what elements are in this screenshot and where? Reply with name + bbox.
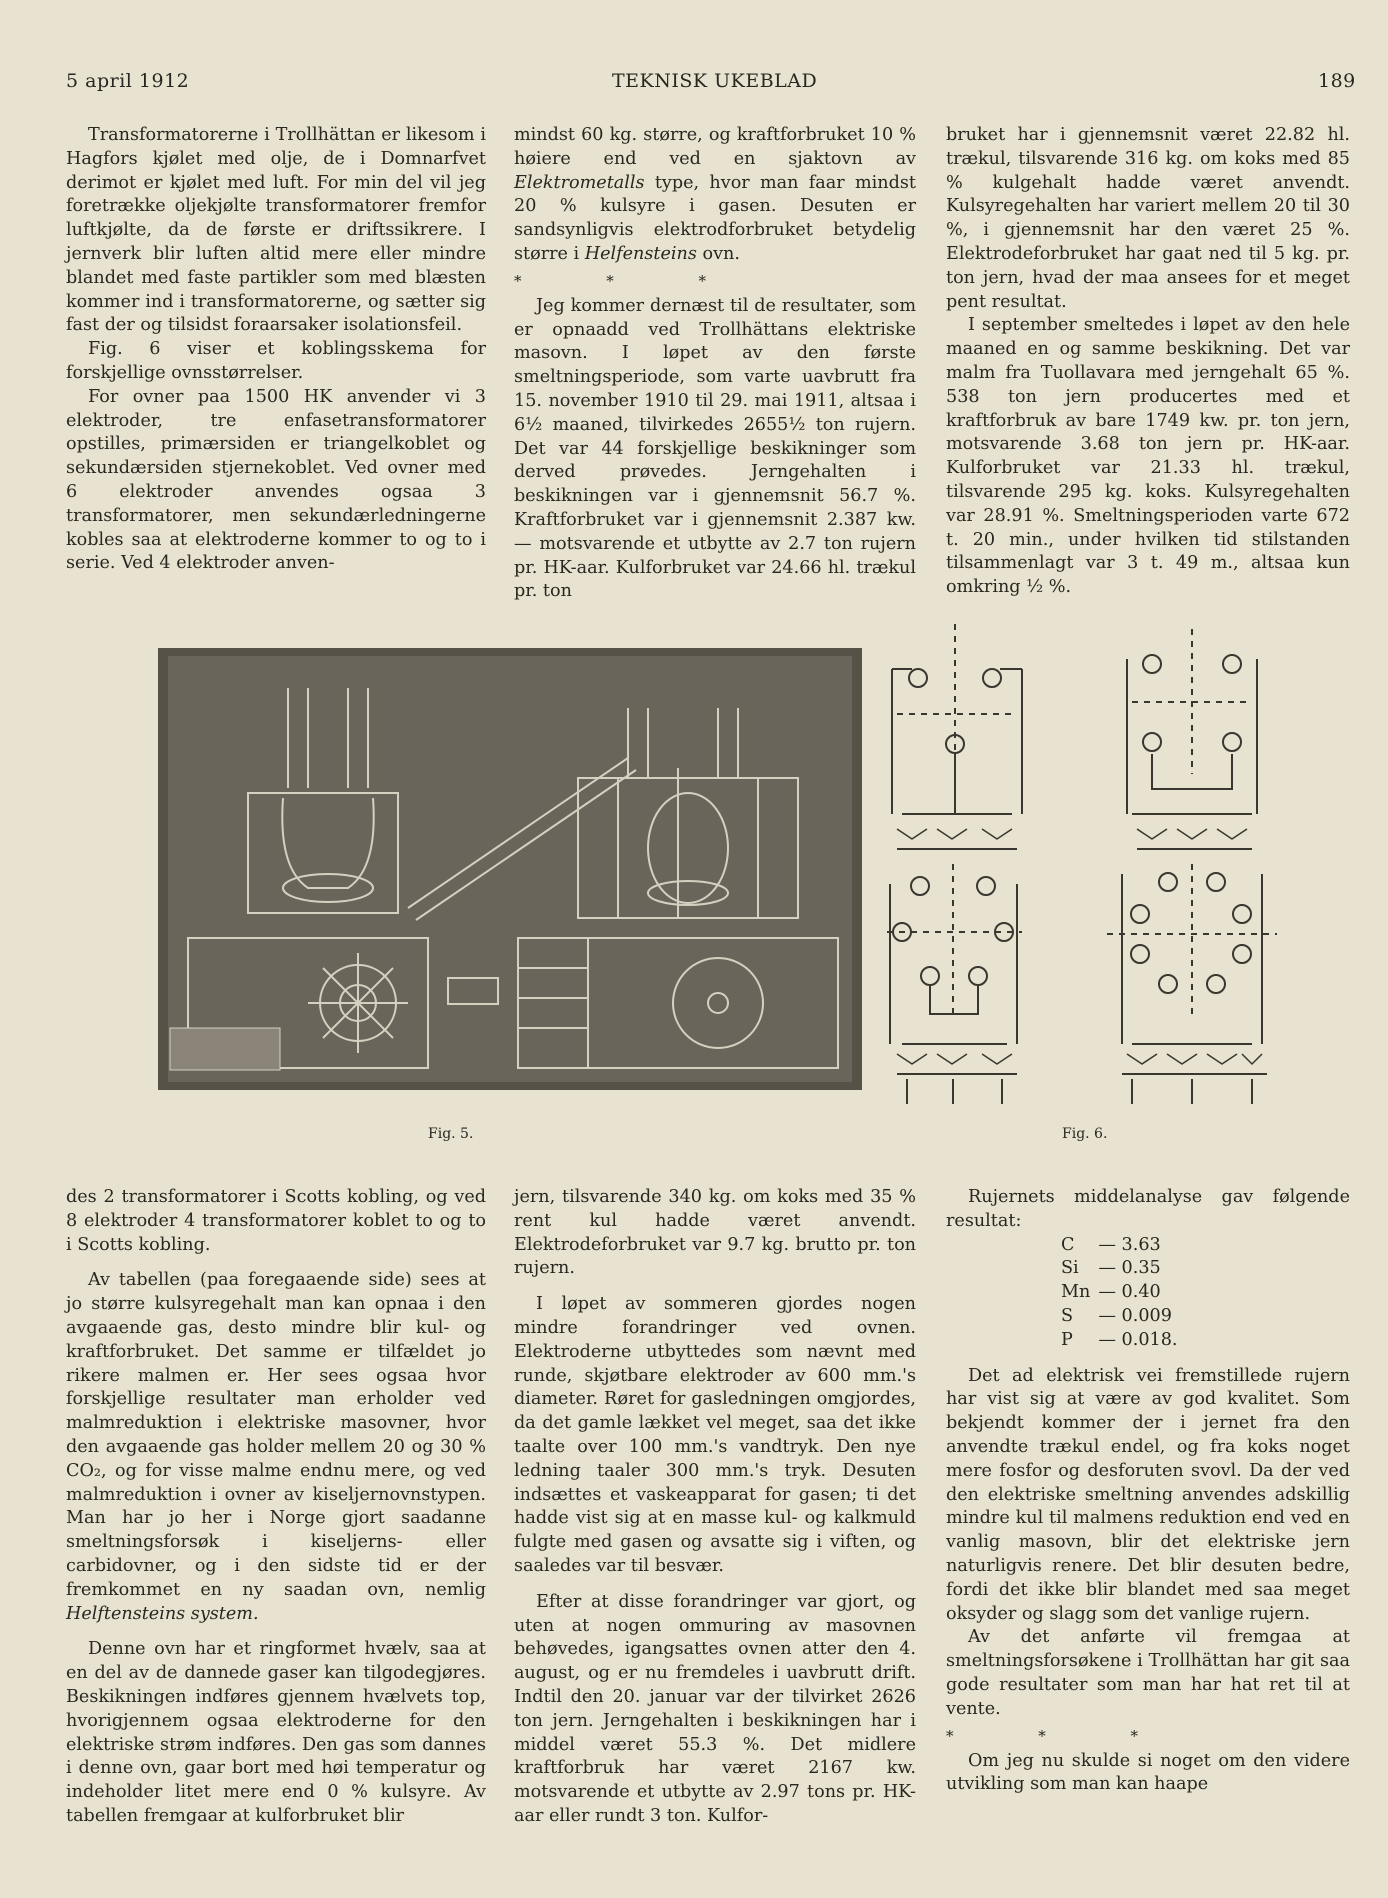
paragraph: Denne ovn har et ringformet hvælv, saa at en del av de dannede gaser kan tilgodegjøres. Beskikningen indføres gjennem hvælvets top, hvorigjennem ogsaa elektroderne for den elektriske strøm indføres. Den gas som dannes i denne ovn, gaar bort med høi temperatur og indeholder litet mere end 0 % kulsyre. Av tabellen fremgaar at kulforbruket blir xyxy=(66,1639,486,1826)
section-separator: * * * xyxy=(946,1726,1179,1745)
figure-6-image xyxy=(882,624,1278,1114)
table-row: S — 0.009 xyxy=(1061,1305,1172,1326)
header-page-number: 189 xyxy=(1318,70,1356,92)
top-column-3 xyxy=(946,124,1350,600)
electrode-symbol xyxy=(1233,945,1251,963)
header-journal: TEKNISK UKEBLAD xyxy=(612,70,818,92)
emphasis: Helfensteins xyxy=(584,243,697,264)
analysis-table xyxy=(1061,1234,1186,1353)
section-separator: * * * xyxy=(514,271,747,290)
paragraph: I september smeltedes i løpet av den hele maaned en og samme beskikning. Det var malm fra Tuollavara med jerngehalt 65 %. 538 ton jern producertes med et kraftforbruk av bare 1749 kw. pr. ton jern, motsvarende 3.68 ton jern pr. HK-aar. Kulforbruket var 21.33 hl. trækul, tilsvarende 295 kg. koks. Kulsyregehalten var 28.91 %. Smeltningsperioden varte 672 t. 20 min., under hvilken tid stilstanden tilsammenlagt var 3 t. 49 m., altsaa kun omkring ½ %. xyxy=(946,315,1350,598)
table-row: P — 0.018. xyxy=(1061,1329,1178,1350)
paragraph: Jeg kommer dernæst til de resultater, som er opnaadd ved Trollhättans elektriske masovn. I løpet av den første smeltningsperiode, som varte uavbrutt fra 15. november 1910 til 29. mai 1911, altsaa i 6½ maaned, tilvirkedes 2655½ ton rujern. Det var 44 forskjellige beskikninger som derved prøvedes. Jerngehalten i beskikningen var i gjennemsnit 56.7 %. Kraftforbruket var i gjennemsnit 2.387 kw. — motsvarende et utbytte av 2.7 ton rujern pr. HK-aar. Kulforbruket var 24.66 hl. trækul pr. ton xyxy=(514,295,916,602)
figure-6-caption: Fig. 6. xyxy=(1062,1126,1108,1142)
bottom-column-1 xyxy=(66,1186,486,1829)
paragraph: Efter at disse forandringer var gjort, og uten at nogen ommuring av masovnen behøvedes, igangsattes ovnen atter den 4. august, og er nu fremdeles i uavbrutt drift. Indtil den 20. januar var der tilvirket 2626 ton jern. Jerngehalten i beskikningen har i middel været 55.3 %. Det midlere kraftforbruk har været 2167 kw. motsvarende et utbytte av 2.97 tons pr. HK-aar eller rundt 3 ton. Kulfor- xyxy=(514,1591,916,1826)
paragraph: Transformatorerne i Trollhättan er likesom i Hagfors kjølet med olje, de i Domnarfvet derimot er kjølet med luft. For min del vil jeg foretrække oljekjølte transformatorer fremfor luftkjølte, da de første er driftssikrere. I jernverk blir luften altid mere eller mindre blandet med faste partikler som med blæsten kommer ind i transformatorerne, og sætter sig fast der og tilsidst foraarsaker isolationsfeil. xyxy=(66,125,486,336)
electrode-symbol xyxy=(1159,975,1177,993)
electrode-symbol xyxy=(1131,905,1149,923)
emphasis: Elektrometalls xyxy=(514,172,645,193)
paragraph: Av tabellen (paa foregaaende side) sees at jo større kulsyregehalt man kan opnaa i den avgaaende gas, desto mindre blir kul- og kraftforbruket. Det samme er tilfældet jo rikere malmen er. Her sees ogsaa hvor forskjellige resultater man erholder ved malmreduktion i elektriske masovner, hvor den avgaaende gas holder mellem 20 og 30 % CO₂, og for visse malme endnu mere, og ved malmreduktion i ovner av kiseljernovnstypen. Man har jo her i Norge gjort saadanne smeltningsforsøk i kiseljerns- eller carbidovner, og i den sidste tid er der fremkommet en ny saadan ovn, nemlig Helftensteins system. xyxy=(66,1270,486,1624)
electrode-symbol xyxy=(1207,873,1225,891)
furnace-drawing xyxy=(158,648,862,1090)
header-date: 5 april 1912 xyxy=(66,70,190,92)
electrode-symbol xyxy=(1207,975,1225,993)
electrode-symbol xyxy=(1143,733,1161,751)
figure-5-image xyxy=(158,648,862,1090)
paragraph: jern, tilsvarende 340 kg. om koks med 35 % rent kul hadde været anvendt. Elektrodeforbruket var 9.7 kg. brutto pr. ton rujern. xyxy=(514,1187,916,1279)
electrode-symbol xyxy=(1223,733,1241,751)
table-row: C — 3.63 xyxy=(1061,1234,1161,1255)
emphasis: Helftensteins system. xyxy=(66,1603,259,1624)
paragraph: Det ad elektrisk vei fremstillede rujern har vist sig at være av god kvalitet. Som bekjendt kommer der i jernet fra den anvendte trækul endel, og fra koks noget mere fosfor og desforuten svovl. Da der ved den elektriske smeltning anvendes adskillig mindre kul til malmens reduktion end ved en vanlig masovn, blir det elektriske jern naturligvis renere. Det blir desuten bedre, fordi det ikke blir blandet med saa meget oksyder og slagg som det vanlige rujern. xyxy=(946,1365,1350,1624)
paragraph: I løpet av sommeren gjordes nogen mindre forandringer ved ovnen. Elektroderne utbyttedes som nævnt med runde, skjøtbare elektroder av 600 mm.'s diameter. Røret for gasledningen omgjordes, da det gamle lækket vel meget, saa det ikke taalte over 100 mm.'s vandtryk. Den nye ledning taaler 300 mm.'s tryk. Desuten indsættes et vaskeapparat for gasen; ti det hadde vist sig at en masse kul- og kalkmuld fulgte med gasen og avsatte sig i viften, og saaledes var til besvær. xyxy=(514,1294,916,1576)
table-row: Mn — 0.40 xyxy=(1061,1282,1161,1303)
electrode-symbol xyxy=(909,669,927,687)
paragraph: Av det anførte vil fremgaa at smeltningsforsøkene i Trollhättan har git saa gode resultater som man har hat ret til at vente. xyxy=(946,1627,1350,1719)
electrode-symbol xyxy=(1223,655,1241,673)
paragraph: Rujernets middelanalyse gav følgende resultat: xyxy=(946,1187,1350,1231)
top-column-1 xyxy=(66,124,486,576)
paragraph: Om jeg nu skulde si noget om den videre utvikling som man kan haape xyxy=(946,1750,1350,1795)
electrode-symbol xyxy=(1143,655,1161,673)
electrode-symbol xyxy=(969,967,987,985)
paragraph: mindst 60 kg. større, og kraftforbruket 10 % høiere end ved en sjaktovn av Elektrometalls type, hvor man faar mindst 20 % kulsyre i gasen. Desuten er sandsynligvis elektrodforbruket betydelig større i Helfensteins ovn. xyxy=(514,125,916,264)
electrode-symbol xyxy=(1131,945,1149,963)
figure-5-caption: Fig. 5. xyxy=(428,1126,474,1142)
top-column-2 xyxy=(514,124,916,604)
paragraph: bruket har i gjennemsnit været 22.82 hl. trækul, tilsvarende 316 kg. om koks med 85 % kulgehalt hadde været anvendt. Kulsyregehalten har variert mellem 20 til 30 %, i gjennemsnit har den været 25 %. Elektrodeforbruket har gaat ned til 5 kg. pr. ton jern, hvad der maa ansees for et meget pent resultat. xyxy=(946,125,1350,312)
table-row: Si — 0.35 xyxy=(1061,1258,1161,1279)
paragraph: des 2 transformatorer i Scotts kobling, og ved 8 elektroder 4 transformatorer koblet to og to i Scotts kobling. xyxy=(66,1187,486,1255)
electrode-symbol xyxy=(1159,873,1177,891)
bottom-column-3 xyxy=(946,1186,1350,1797)
electrode-symbol xyxy=(1233,905,1251,923)
electrode-symbol xyxy=(911,877,929,895)
electrode-symbol xyxy=(983,669,1001,687)
paragraph: For ovner paa 1500 HK anvender vi 3 elektroder, tre enfasetransformatorer opstilles, primærsiden er triangelkoblet og sekundærsiden stjernekoblet. Ved ovner med 6 elektroder anvendes ogsaa 3 transformatorer, men sekundærledningerne kobles saa at elektroderne kommer to og to i serie. Ved 4 elektroder anven- xyxy=(66,386,486,574)
bottom-column-2 xyxy=(514,1186,916,1829)
electrode-symbol xyxy=(921,967,939,985)
electrode-symbol xyxy=(977,877,995,895)
paragraph: Fig. 6 viser et koblingsskema for forskjellige ovnsstørrelser. xyxy=(66,339,486,383)
